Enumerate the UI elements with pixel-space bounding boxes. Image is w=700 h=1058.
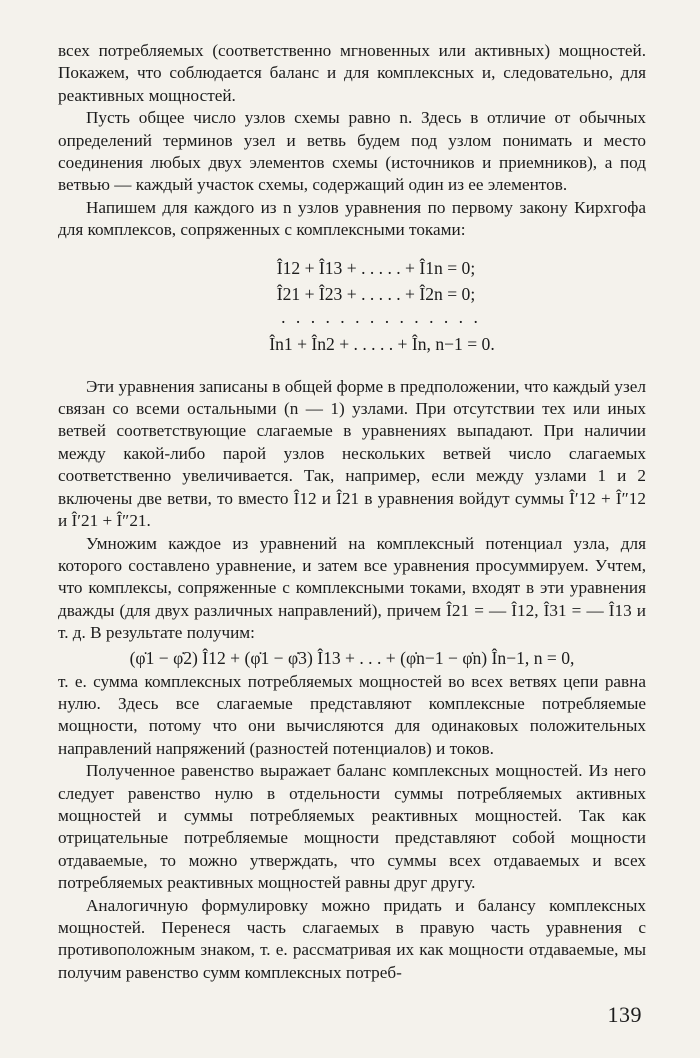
page-number: 139 <box>607 1002 642 1027</box>
text-column <box>58 40 646 984</box>
paragraph-8: Аналогичную формулировку можно придать и балансу комплексных мощностей. Перенеся часть слагаемых в правую часть уравнения с противоположным знаком, т. е. рассматривая их как мощности отдаваемые, мы получим равенство сумм комплексных потреб- <box>58 895 646 982</box>
power-balance-equation: (φ̇1 − φ̇2) Î12 + (φ̇1 − φ̇3) Î13 + . . . + (φ̇n−1 − φ̇n) În−1, n = 0, <box>129 647 575 668</box>
paragraph-6: т. е. сумма комплексных потребляемых мощностей во всех ветвях цепи равна нулю. Здесь все слагаемые представляют комплексные потребляемые мощности, потому что они вычисляются для одинаковых положительных направлений напряжений (разностей потенциалов) и токов. <box>58 671 646 758</box>
paragraph-1: всех потребляемых (соответственно мгновенных или активных) мощностей. Покажем, что соблюдается баланс и для комплексных и, следовательно, для реактивных мощностей. <box>58 41 646 105</box>
paragraph-2: Пусть общее число узлов схемы равно n. Здесь в отличие от обычных определений терминов узел и ветвь будем под узлом понимать и место соединения любых двух элементов схемы (источников и приемников), а под ветвью — каждый участок схемы, содержащий один из ее элементов. <box>58 108 646 195</box>
equation-node-n: În1 + În2 + . . . . . + În, n−1 = 0. <box>269 333 495 354</box>
paragraph-4: Эти уравнения записаны в общей форме в предположении, что каждый узел связан со всеми остальными (n — 1) узлами. При отсутствии тех или иных ветвей соответствующие слагаемые в уравнениях выпадают. При наличии между какой-либо парой узлов нескольких ветвей число слагаемых соответственно увеличивается. Так, например, если между узлами 1 и 2 включены две ветви, то вместо Î12 и Î21 в уравнения войдут суммы Î′12 + Î″12 и Î′21 + Î″21. <box>58 376 646 531</box>
paragraph-5: Умножим каждое из уравнений на комплексный потенциал узла, для которого составлено уравнение, и затем все уравнения просуммируем. Учтем, что комплексы, сопряженные с комплексными токами, входят в эти уравнения дважды (для двух различных направлений), причем Î21 = — Î12, Î31 = — Î13 и т. д. В результате получим: <box>58 533 646 643</box>
paragraph-7: Полученное равенство выражает баланс комплексных мощностей. Из него следует равенство нулю в отдельности суммы потребляемых активных мощностей и суммы потребляемых реактивных мощностей. Так как отрицательные потребляемые мощности представляют собой мощности отдаваемые, то можно утверждать, что суммы всех отдаваемых и всех потребляемых реактивных мощностей равны друг другу. <box>58 761 646 893</box>
paragraph-3: Напишем для каждого из n узлов уравнения по первому закону Кирхгофа для комплексов, сопряженных с комплексными токами: <box>58 197 646 240</box>
equation-ellipsis-row: . . . . . . . . . . . . . . <box>281 306 481 327</box>
equation-node-2: Î21 + Î23 + . . . . . + Î2n = 0; <box>276 283 476 304</box>
equation-node-1: Î12 + Î13 + . . . . . + Î1n = 0; <box>276 257 476 278</box>
kirchhoff-equation-system <box>58 255 646 357</box>
